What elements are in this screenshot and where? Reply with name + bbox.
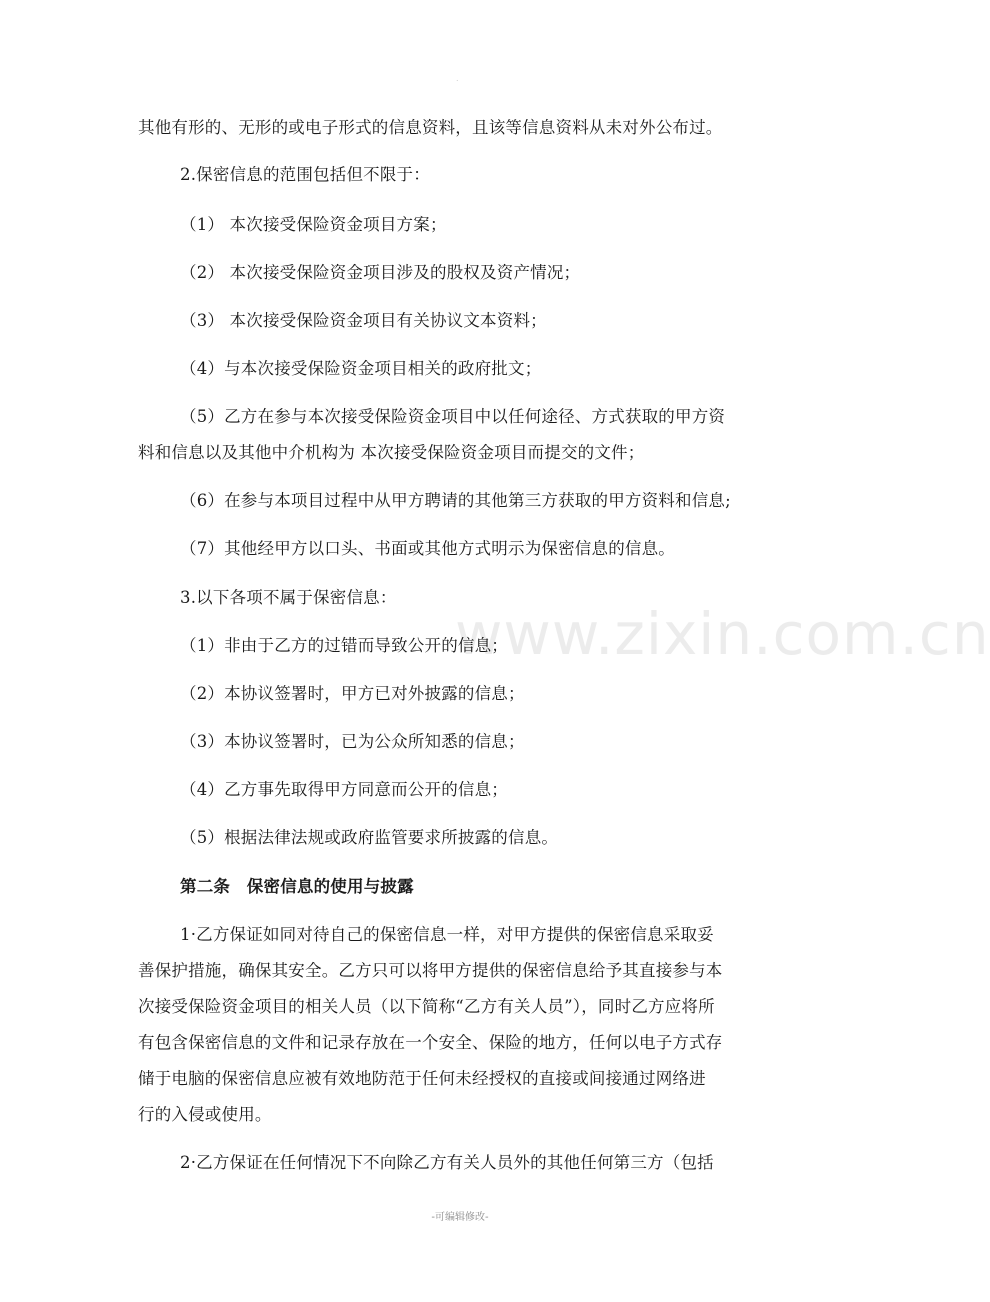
list-item: （6）在参与本项目过程中从甲方聘请的其他第三方获取的甲方资料和信息;: [180, 491, 731, 510]
watermark: www.zixin.com.cn: [455, 600, 990, 668]
list-item: （3）本协议签署时，已为公众所知悉的信息；: [180, 732, 525, 751]
list-item: （7）其他经甲方以口头、书面或其他方式明示为保密信息的信息。: [180, 539, 675, 558]
section-heading: 2.保密信息的范围包括但不限于：: [180, 165, 430, 184]
page-footer: -可编辑修改-: [431, 1212, 489, 1223]
list-item: （1）非由于乙方的过错而导致公开的信息；: [180, 636, 508, 655]
paragraph-line: 2·乙方保证在任何情况下不向除乙方有关人员外的其他任何第三方（包括: [180, 1153, 714, 1172]
list-item: （1） 本次接受保险资金项目方案；: [180, 215, 447, 234]
top-mark: .: [456, 74, 459, 83]
paragraph-line: 1·乙方保证如同对待自己的保密信息一样，对甲方提供的保密信息采取妥: [180, 925, 714, 944]
article-heading: 第二条 保密信息的使用与披露: [180, 877, 414, 896]
paragraph-line: 有包含保密信息的文件和记录存放在一个安全、保险的地方，任何以电子方式存: [138, 1033, 723, 1052]
paragraph-line: 行的入侵或使用。: [138, 1105, 272, 1124]
list-item: （3） 本次接受保险资金项目有关协议文本资料；: [180, 311, 547, 330]
paragraph-line: 其他有形的、无形的或电子形式的信息资料，且该等信息资料从未对外公布过。: [138, 118, 723, 137]
paragraph-line: 次接受保险资金项目的相关人员（以下简称“乙方有关人员”），同时乙方应将所: [138, 997, 715, 1016]
paragraph-line: 善保护措施，确保其安全。乙方只可以将甲方提供的保密信息给予其直接参与本: [138, 961, 723, 980]
list-item: （5）根据法律法规或政府监管要求所披露的信息。: [180, 828, 559, 847]
list-item: （2） 本次接受保险资金项目涉及的股权及资产情况；: [180, 263, 581, 282]
list-item: （2）本协议签署时，甲方已对外披露的信息；: [180, 684, 525, 703]
paragraph-line: 储于电脑的保密信息应被有效地防范于任何未经授权的直接或间接通过网络进: [138, 1069, 706, 1088]
section-heading: 3.以下各项不属于保密信息：: [180, 588, 397, 607]
list-item-continuation: 料和信息以及其他中介机构为 本次接受保险资金项目而提交的文件；: [138, 443, 645, 462]
list-item: （4）与本次接受保险资金项目相关的政府批文；: [180, 359, 542, 378]
list-item: （4）乙方事先取得甲方同意而公开的信息；: [180, 780, 508, 799]
list-item: （5）乙方在参与本次接受保险资金项目中以任何途径、方式获取的甲方资: [180, 407, 726, 426]
